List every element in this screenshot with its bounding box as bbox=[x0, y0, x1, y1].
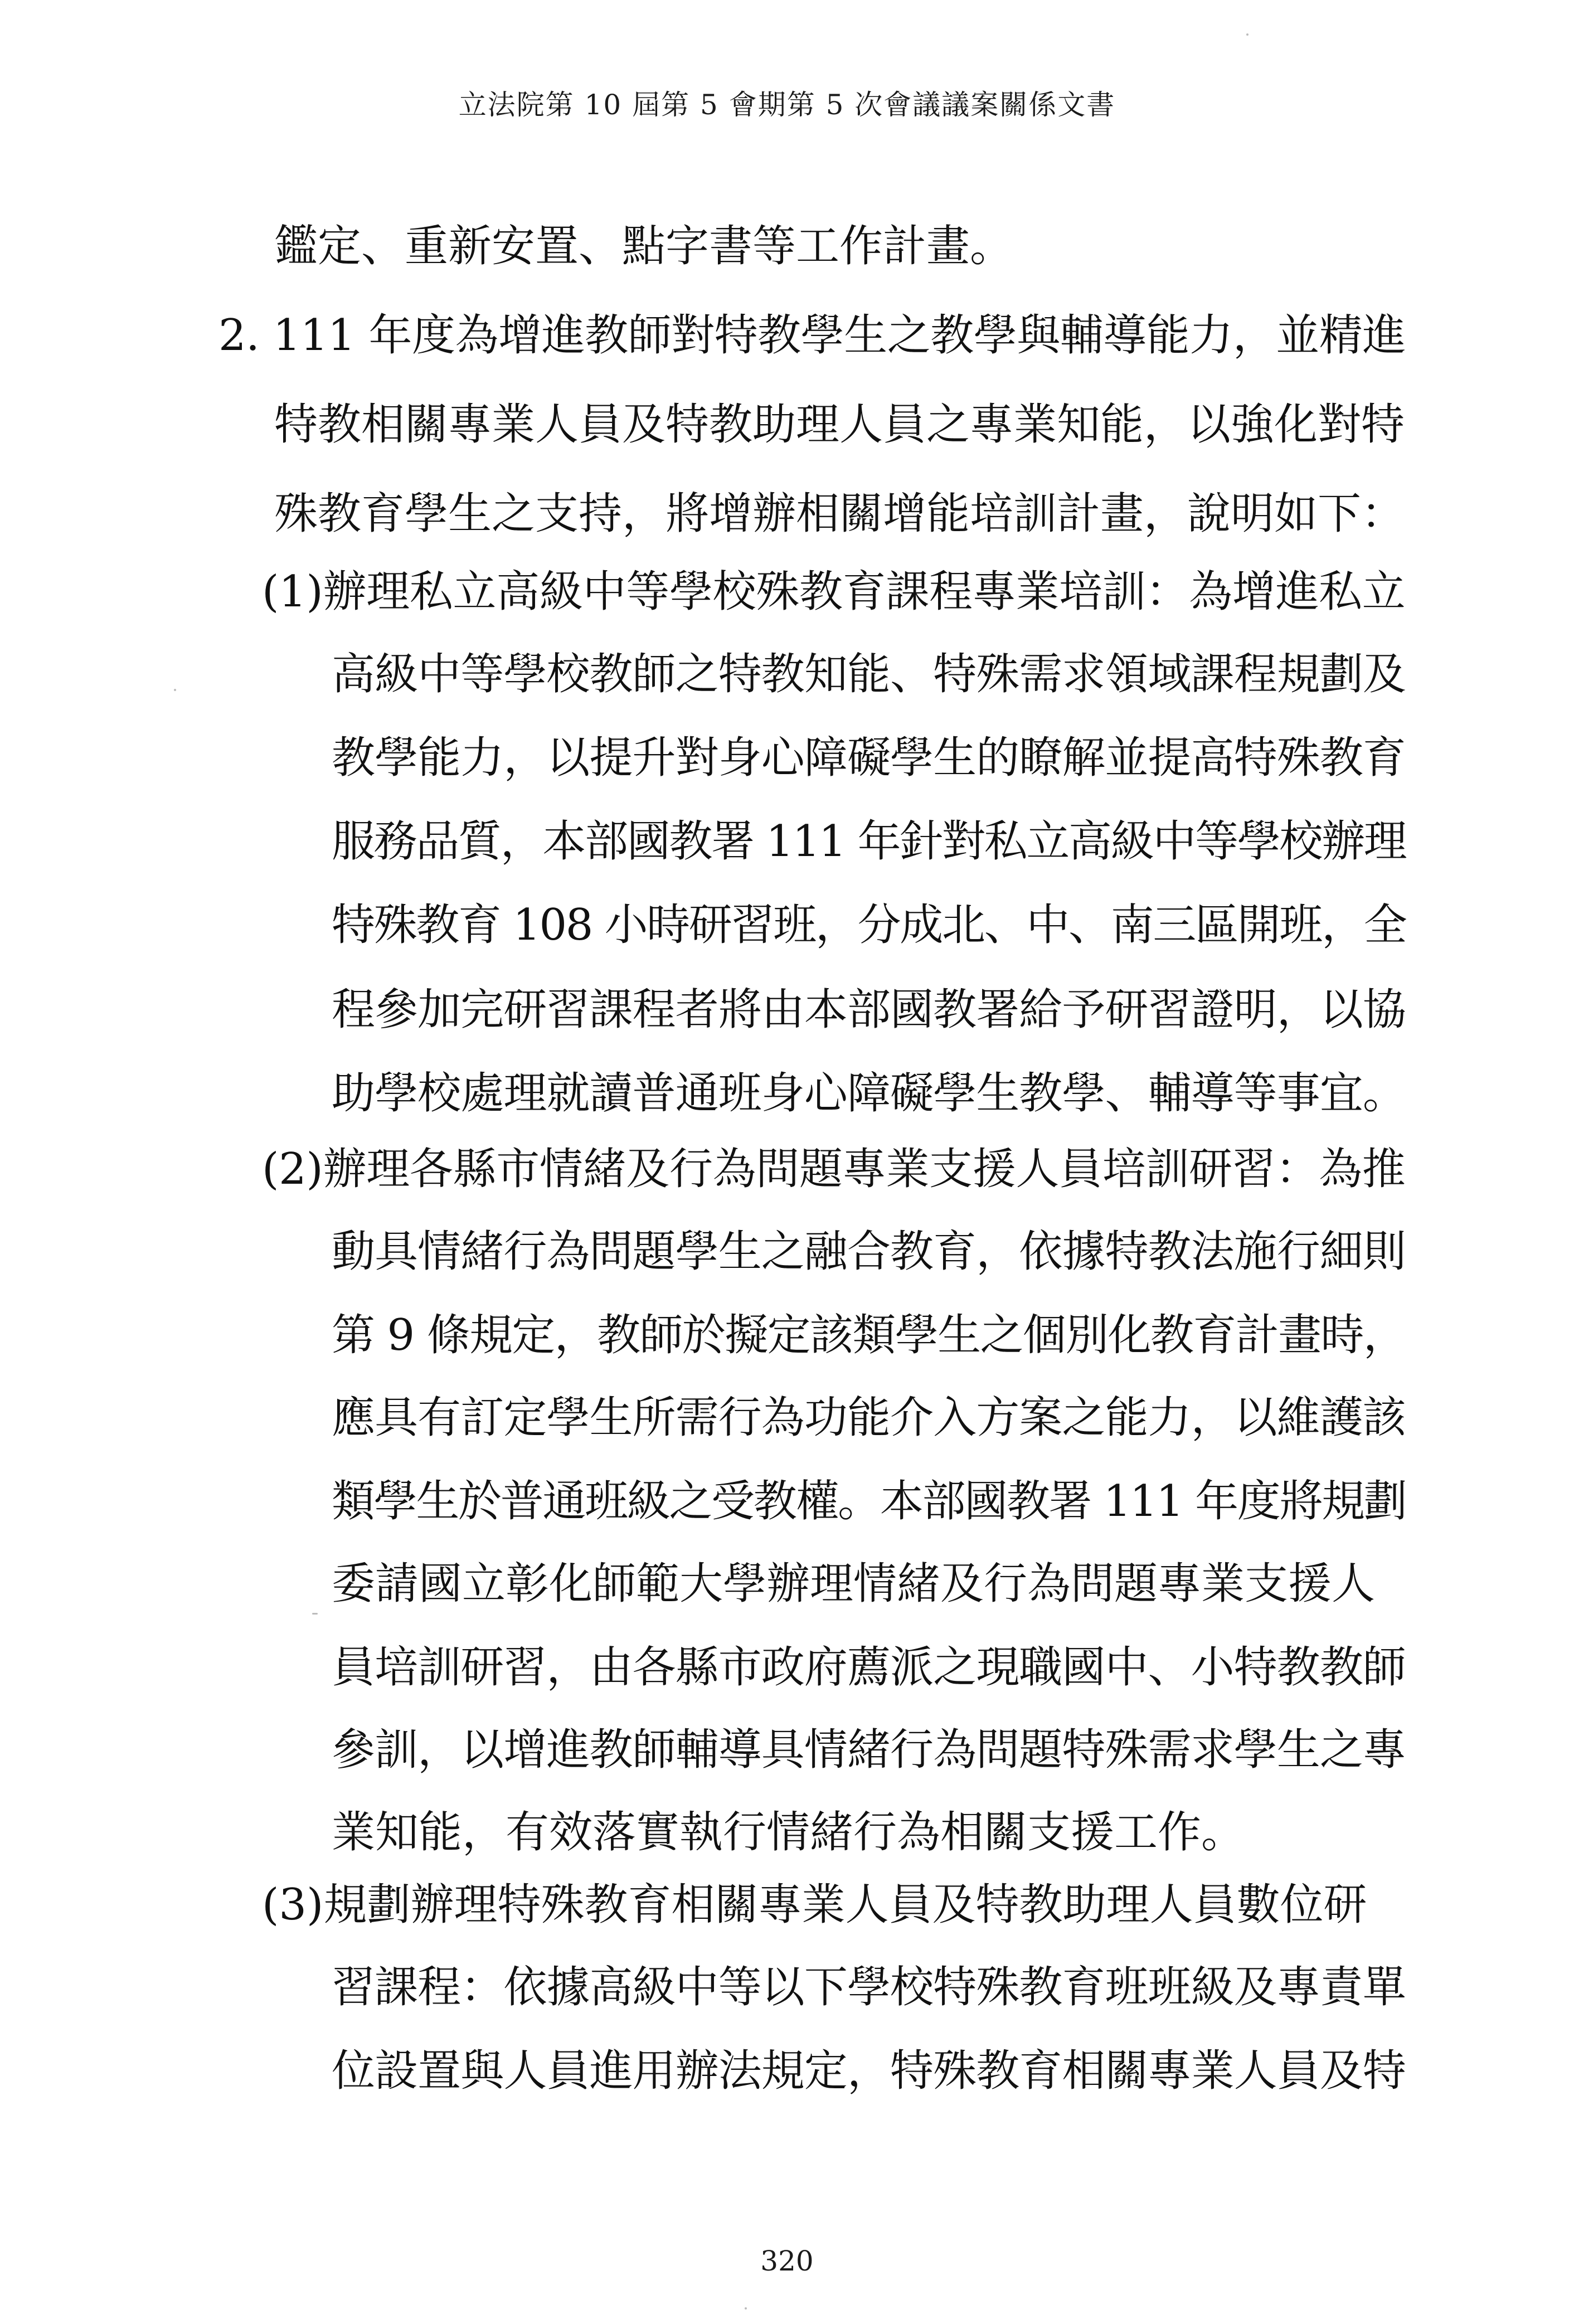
body-line: 委請國立彰化師範大學辦理情緒及行為問題專業支援人 bbox=[332, 1559, 1376, 1609]
body-line: (2)辦理各縣市情緒及行為問題專業支援人員培訓研習：為推 bbox=[262, 1144, 1406, 1194]
body-line: 程參加完研習課程者將由本部國教署給予研習證明，以協 bbox=[332, 985, 1406, 1035]
body-line: 員培訓研習，由各縣市政府薦派之現職國中、小特教教師 bbox=[332, 1642, 1406, 1693]
scan-speck bbox=[174, 689, 176, 691]
body-line: 2. 111 年度為增進教師對特教學生之教學與輔導能力，並精進 bbox=[218, 310, 1406, 361]
scan-speck bbox=[1246, 33, 1248, 36]
body-line: 習課程：依據高級中等以下學校特殊教育班班級及專責單 bbox=[332, 1962, 1406, 2012]
body-line: 應具有訂定學生所需行為功能介入方案之能力，以維護該 bbox=[332, 1393, 1406, 1443]
page-header: 立法院第 10 屆第 5 會期第 5 次會議議案關係文書 bbox=[458, 89, 1116, 121]
scan-speck bbox=[312, 1613, 318, 1615]
body-line: (3)規劃辦理特殊教育相關專業人員及特教助理人員數位研 bbox=[262, 1880, 1367, 1930]
body-line: 高級中等學校教師之特教知能、特殊需求領域課程規劃及 bbox=[332, 649, 1406, 699]
body-line: 業知能，有效落實執行情緒行為相關支援工作。 bbox=[332, 1807, 1245, 1858]
body-line: 位設置與人員進用辦法規定，特殊教育相關專業人員及特 bbox=[332, 2046, 1406, 2096]
body-line: 類學生於普通班級之受教權。本部國教署 111 年度將規劃 bbox=[332, 1476, 1406, 1526]
body-line: 特殊教育 108 小時研習班，分成北、中、南三區開班，全 bbox=[332, 900, 1406, 950]
body-line: 鑑定、重新安置、點字書等工作計畫。 bbox=[274, 221, 1014, 271]
body-line: (1)辦理私立高級中等學校殊教育課程專業培訓：為增進私立 bbox=[262, 567, 1406, 617]
body-line: 教學能力，以提升對身心障礙學生的瞭解並提高特殊教育 bbox=[332, 733, 1406, 783]
body-line: 第 9 條規定，教師於擬定該類學生之個別化教育計畫時， bbox=[332, 1310, 1406, 1360]
scan-speck bbox=[745, 2307, 747, 2310]
body-line: 參訓，以增進教師輔導具情緒行為問題特殊需求學生之專 bbox=[332, 1725, 1406, 1775]
body-line: 服務品質，本部國教署 111 年針對私立高級中等學校辦理 bbox=[332, 816, 1406, 867]
body-line: 特教相關專業人員及特教助理人員之專業知能，以強化對特 bbox=[274, 400, 1405, 450]
page-number: 320 bbox=[760, 2245, 814, 2277]
body-line: 殊教育學生之支持，將增辦相關增能培訓計畫，說明如下： bbox=[274, 489, 1405, 539]
body-line: 助學校處理就讀普通班身心障礙學生教學、輔導等事宜。 bbox=[332, 1068, 1406, 1119]
body-line: 動具情緒行為問題學生之融合教育，依據特教法施行細則 bbox=[332, 1227, 1406, 1277]
